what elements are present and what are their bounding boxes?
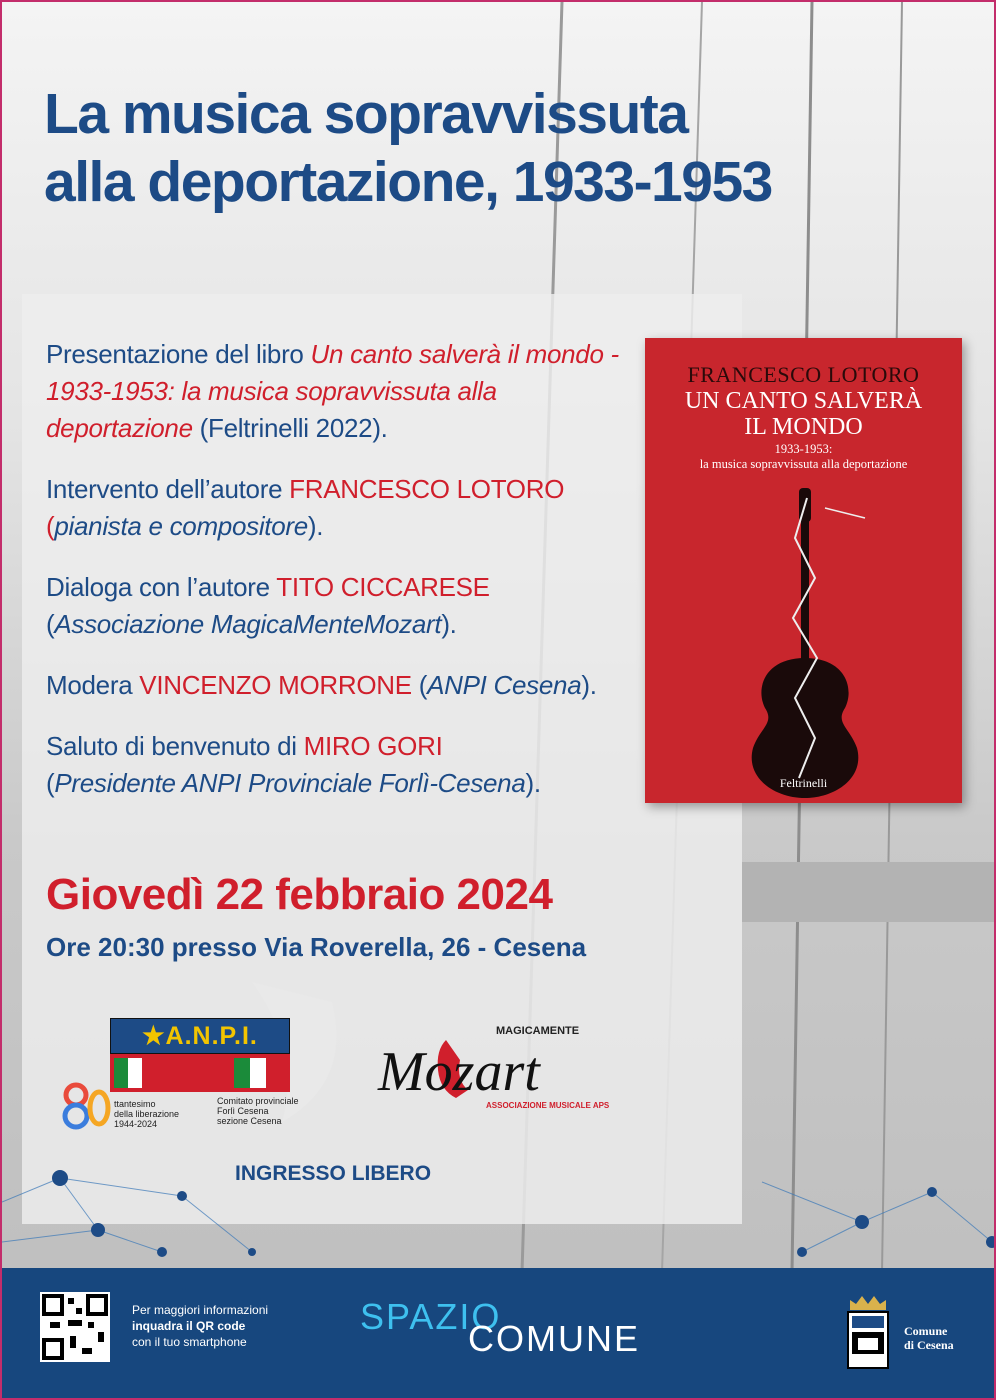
book-publisher: Feltrinelli (779, 776, 828, 790)
intervento-text: Intervento dell’autore FRANCESCO LOTORO (pianista e compositore). (46, 474, 565, 541)
book-cover (645, 338, 962, 803)
page-title (44, 80, 984, 216)
presentazione-text: Presentazione del libro Un canto salverà il mondo - 1933-1953: la musica sopravvissuta alla deportazione (Feltrinelli 2022). (46, 339, 619, 443)
svg-text:Mozart: Mozart (378, 1041, 540, 1103)
event-info (46, 336, 646, 826)
spazio-logo-text: SPAZIO (360, 1296, 502, 1337)
city-crest-icon (842, 1292, 894, 1372)
title-line-2: alla deportazione, 1933-1953 (44, 150, 772, 214)
book-author: FRANCESCO LOTORO (687, 362, 920, 387)
book-cover-subtitle: 1933-1953: la musica sopravvissuta alla deportazione (699, 442, 908, 471)
network-decoration (2, 1142, 996, 1272)
qr-instructions: Per maggiori informazioni inquadra il QR code con il tuo smartphone (132, 1303, 269, 1349)
anpi-logo: ★A.N.P.I. (110, 1018, 290, 1090)
comune-di-cesena-label: Comune di Cesena (904, 1324, 954, 1352)
book-cover-title: UN CANTO SALVERÀ IL MONDO (684, 388, 923, 440)
dialoga-text: Dialoga con l’autore TITO CICCARESE (Associazione MagicaMenteMozart). (46, 572, 490, 639)
qr-code-icon[interactable] (40, 1292, 110, 1362)
violin-icon (735, 478, 875, 798)
saluto-text: Saluto di benvenuto di MIRO GORI (Presidente ANPI Provinciale Forlì-Cesena). (46, 731, 541, 798)
eighty-anniversary-icon (62, 1080, 112, 1130)
speaker-name: MIRO GORI (303, 731, 443, 761)
italian-flags-icon (110, 1054, 290, 1092)
svg-text:ASSOCIAZIONE MUSICALE APS: ASSOCIAZIONE MUSICALE APS (486, 1101, 610, 1110)
speaker-name: FRANCESCO LOTORO (289, 474, 565, 504)
committee-text: Comitato provinciale Forlì Cesena sezione Cesena (217, 1096, 299, 1126)
modera-text: Modera VINCENZO MORRONE (ANPI Cesena). (46, 670, 597, 700)
free-entry-label: INGRESSO LIBERO (235, 1162, 432, 1185)
title-line-1: La musica sopravvissuta (44, 82, 688, 146)
speaker-name: TITO CICCARESE (276, 572, 490, 602)
magicamente-mozart-logo (376, 1020, 616, 1120)
event-venue: Ore 20:30 presso Via Roverella, 26 - Cesena (46, 932, 587, 962)
svg-text:MAGICAMENTE: MAGICAMENTE (496, 1025, 580, 1037)
book-title: Un canto salverà il mondo - 1933-1953: la musica sopravvissuta alla deportazione (46, 339, 619, 443)
svg-text:80: 80 (87, 1128, 89, 1129)
anniversary-text: ttantesimo della liberazione 1944-2024 (114, 1099, 180, 1129)
speaker-name: VINCENZO MORRONE (139, 670, 412, 700)
comune-logo-text: COMUNE (468, 1318, 640, 1359)
event-date: Giovedì 22 febbraio 2024 (46, 870, 553, 919)
